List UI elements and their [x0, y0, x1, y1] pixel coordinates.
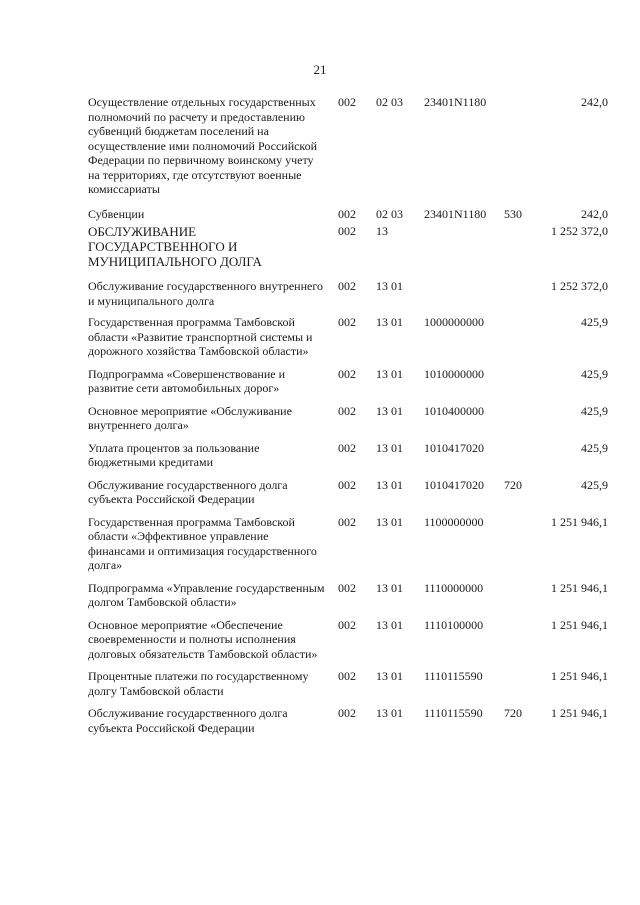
row-target-code: 1110115590: [424, 669, 483, 683]
row-section-code: 13 01: [376, 403, 403, 418]
row-amount: 242,0: [581, 206, 608, 221]
row-name: Субвенции: [88, 206, 145, 221]
row-amount: 1 251 946,1: [551, 617, 608, 632]
row-target-code: 1100000000: [424, 514, 484, 529]
row-name: Обслуживание государственного долга субъекта Российской Федерации: [88, 477, 288, 506]
row-target-code: 1010000000: [424, 366, 484, 381]
row-amount: 425,9: [581, 315, 608, 329]
budget-table: [88, 95, 608, 735]
row-name: ОБСЛУЖИВАНИЕ ГОСУДАРСТВЕННОГО И МУНИЦИПАЛЬНОГО ДОЛГА: [88, 224, 262, 269]
row-name: Подпрограмма «Управление государственным долгом Тамбовской области»: [88, 580, 325, 609]
row-target-code: 1000000000: [424, 315, 484, 329]
row-admin-code: 002: [338, 206, 356, 221]
row-admin-code: 002: [338, 477, 356, 492]
table-row: [88, 706, 608, 735]
row-admin-code: 002: [338, 279, 356, 293]
row-admin-code: 002: [338, 706, 356, 720]
row-name: Основное мероприятие «Обслуживание внутреннего долга»: [88, 403, 292, 432]
row-admin-code: 002: [338, 440, 356, 455]
table-row: [88, 367, 608, 396]
row-target-code: 1110100000: [424, 617, 484, 632]
row-amount: 1 252 372,0: [551, 279, 608, 293]
page-number: 21: [313, 62, 327, 77]
table-row: [88, 404, 608, 433]
row-name: Процентные платежи по государственному долгу Тамбовской области: [88, 669, 309, 698]
row-amount: 1 251 946,1: [551, 514, 608, 529]
row-target-code: 1110000000: [424, 580, 484, 595]
row-admin-code: 002: [338, 366, 356, 381]
row-section-code: 13 01: [376, 580, 403, 595]
row-admin-code: 002: [338, 403, 356, 418]
row-name: Обслуживание государственного долга субъекта Российской Федерации: [88, 706, 288, 735]
row-amount: 1 251 946,1: [551, 580, 608, 595]
row-section-code: 13 01: [376, 477, 403, 492]
row-name: Уплата процентов за пользование бюджетными кредитами: [88, 440, 260, 469]
row-target-code: 1110115590: [424, 706, 483, 720]
table-row: [88, 581, 608, 610]
row-amount: 1 251 946,1: [551, 669, 608, 683]
table-row: [88, 224, 608, 269]
row-target-code: 23401N1180: [424, 95, 487, 109]
row-amount: 425,9: [581, 477, 608, 492]
row-amount: 1 252 372,0: [551, 224, 608, 238]
row-target-code: 23401N1180: [424, 206, 487, 221]
row-expense-type: 720: [504, 477, 522, 492]
row-amount: 1 251 946,1: [551, 706, 608, 720]
row-section-code: 13 01: [376, 514, 403, 529]
row-section-code: 13 01: [376, 279, 403, 293]
row-amount: 425,9: [581, 440, 608, 455]
table-row: [88, 315, 608, 359]
row-section-code: 02 03: [376, 95, 403, 109]
row-section-code: 13 01: [376, 315, 403, 329]
row-amount: 425,9: [581, 403, 608, 418]
row-section-code: 13 01: [376, 669, 403, 683]
row-admin-code: 002: [338, 669, 356, 683]
row-name: Осуществление отдельных государственных полномочий по расчету и предоставлению субвенций бюджетам поселений на осуществление ими полномочий Российской Федерации по первичному воинскому учету на территориях, где отсутствуют военные комиссариаты: [88, 95, 318, 196]
row-name: Основное мероприятие «Обеспечение своевременности и полноты исполнения долговых обязательств Тамбовской области»: [88, 617, 318, 661]
table-row: [88, 207, 608, 222]
row-section-code: 13 01: [376, 706, 403, 720]
row-target-code: 1010417020: [424, 477, 484, 492]
row-admin-code: 002: [338, 315, 356, 329]
table-row: [88, 279, 608, 308]
row-amount: 425,9: [581, 366, 608, 381]
row-section-code: 13 01: [376, 617, 403, 632]
row-admin-code: 002: [338, 224, 356, 238]
row-target-code: 1010417020: [424, 440, 484, 455]
table-row: [88, 95, 608, 197]
table-row: [88, 618, 608, 662]
row-admin-code: 002: [338, 514, 356, 529]
row-name: Подпрограмма «Совершенствование и развитие сети автомобильных дорог»: [88, 366, 286, 395]
row-name: Государственная программа Тамбовской области «Развитие транспортной системы и дорожного хозяйства Тамбовской области»: [88, 315, 313, 358]
row-target-code: 1010400000: [424, 403, 484, 418]
row-admin-code: 002: [338, 617, 356, 632]
row-expense-type: 530: [504, 206, 522, 221]
table-row: [88, 441, 608, 470]
row-name: Обслуживание государственного внутреннего и муниципального долга: [88, 279, 323, 308]
table-row: [88, 515, 608, 573]
row-admin-code: 002: [338, 95, 356, 109]
row-section-code: 13 01: [376, 440, 403, 455]
row-section-code: 13: [376, 224, 388, 238]
row-name: Государственная программа Тамбовской области «Эффективное управление финансами и оптимизация государственного долга»: [88, 514, 317, 572]
row-section-code: 13 01: [376, 366, 403, 381]
table-row: [88, 478, 608, 507]
row-admin-code: 002: [338, 580, 356, 595]
row-expense-type: 720: [504, 706, 522, 720]
row-section-code: 02 03: [376, 206, 403, 221]
table-row: [88, 669, 608, 698]
row-amount: 242,0: [581, 95, 608, 109]
